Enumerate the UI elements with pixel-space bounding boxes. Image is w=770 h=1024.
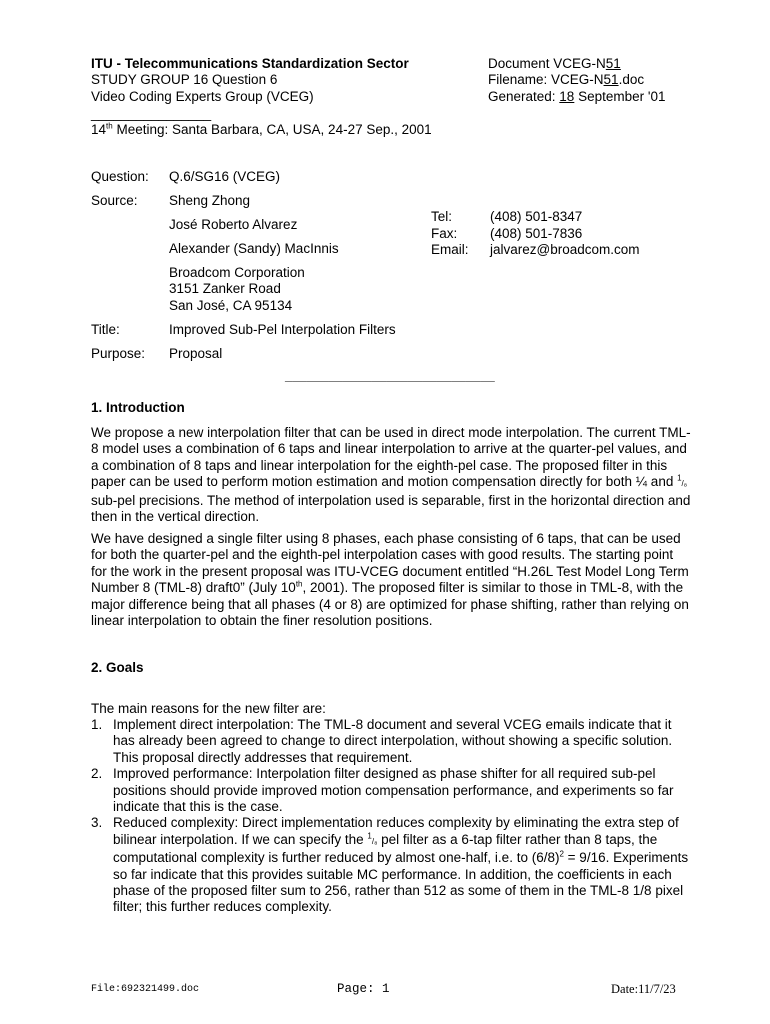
header-rule: ________________ bbox=[91, 106, 212, 121]
filename: Filename: VCEG-N51.doc bbox=[488, 72, 645, 87]
purpose-value: Proposal bbox=[169, 346, 223, 361]
list-item: 2. Improved performance: Interpolation filter designed as phase shifter for all required sub-pel positions should provide improved motion compensation performance, and experiments so far indicate that this is the case. bbox=[91, 766, 674, 815]
intro-heading: 1. Introduction bbox=[91, 400, 185, 415]
title-label: Title: bbox=[91, 322, 120, 337]
author-name: José Roberto Alvarez bbox=[169, 217, 298, 232]
tel-label: Tel: bbox=[431, 209, 453, 224]
title-value: Improved Sub-Pel Interpolation Filters bbox=[169, 322, 396, 337]
author-name: Sheng Zhong bbox=[169, 193, 251, 208]
org-name: ITU - Telecommunications Standardization Sector bbox=[91, 56, 409, 71]
email-label: Email: bbox=[431, 242, 469, 257]
generated-date: Generated: 18 September '01 bbox=[488, 89, 666, 104]
source-label: Source: bbox=[91, 193, 138, 208]
fax-label: Fax: bbox=[431, 226, 458, 241]
intro-paragraph-2: We have designed a single filter using 8 phases, each phase consisting of 6 taps, that can be used for both the quarter-pel and the eighth-pel interpolation cases with good results. The starting point for the work in the present proposal was ITU-VCEG document entitled “H.26L Test Model Long Term Number 8 (TML-8) draft0” (July 10th, 2001). The proposed filter is similar to those in TML-8, with the major difference being that all phases (4 or 8) are optimized for phase shifting, rather than relying on linear interpolation to obtain the finer resolution positions. bbox=[91, 531, 689, 629]
list-item: 1. Implement direct interpolation: The TML-8 document and several VCEG emails indicate that it has already been agreed to change to direct interpolation, without showing a specific solution. This proposal directly addresses that requirement. bbox=[91, 717, 673, 765]
email-value: jalvarez@broadcom.com bbox=[490, 242, 640, 257]
section-divider: _____________________________ bbox=[285, 368, 495, 383]
goals-list bbox=[91, 717, 691, 916]
question-label: Question: bbox=[91, 169, 149, 184]
purpose-label: Purpose: bbox=[91, 346, 146, 361]
footer-date: Date:11/7/23 bbox=[611, 982, 676, 996]
tel-value: (408) 501-8347 bbox=[490, 209, 583, 224]
study-group: STUDY GROUP 16 Question 6 bbox=[91, 72, 278, 87]
footer-filename: File:692321499.doc bbox=[91, 984, 200, 995]
fax-value: (408) 501-7836 bbox=[490, 226, 583, 241]
subgroup: Video Coding Experts Group (VCEG) bbox=[91, 89, 314, 104]
question-value: Q.6/SG16 (VCEG) bbox=[169, 169, 281, 184]
goals-heading: 2. Goals bbox=[91, 660, 144, 675]
document-number: Document VCEG-N51 bbox=[488, 56, 621, 71]
meeting-line: 14th Meeting: Santa Barbara, CA, USA, 24-27 Sep., 2001 bbox=[91, 121, 432, 137]
intro-paragraph-1: We propose a new interpolation filter that can be used in direct mode interpolation. The current TML-8 model uses a combination of 6 taps and linear interpolation to arrive at the quarter-pel values, and a combination of 8 taps and linear interpolation for the eighth-pel case. The proposed filter in this paper can be used to perform motion estimation and motion compensation directly for both ¼ and $^1$/₈ sub-pel precisions. The method of interpolation used is separable, first in the horizontal direction and then in the vertical direction. bbox=[91, 425, 691, 525]
goals-intro: The main reasons for the new filter are: bbox=[91, 701, 326, 716]
affiliation-line: Broadcom Corporation bbox=[169, 265, 305, 280]
affiliation-line: San José, CA 95134 bbox=[169, 298, 293, 313]
footer-page-number: Page: 1 bbox=[337, 982, 390, 996]
author-name: Alexander (Sandy) MacInnis bbox=[169, 241, 339, 256]
affiliation-line: 3151 Zanker Road bbox=[169, 281, 281, 296]
list-item: 3. Reduced complexity: Direct implementation reduces complexity by eliminating the extra step of bilinear interpolation. If we can specify the $^1$/₈ pel filter as a 6-tap filter rather than 8 taps, the computational complexity is further reduced by almost one-half, i.e. to $(6/8)^2 = 9/16$. Experiments so far indicate that this provides suitable MC performance. In addition, the coefficients in each phase of the proposed filter sum to 256, rather than 512 as some of them in the TML-8 1/8 pixel filter; this further reduces complexity. bbox=[91, 815, 689, 915]
